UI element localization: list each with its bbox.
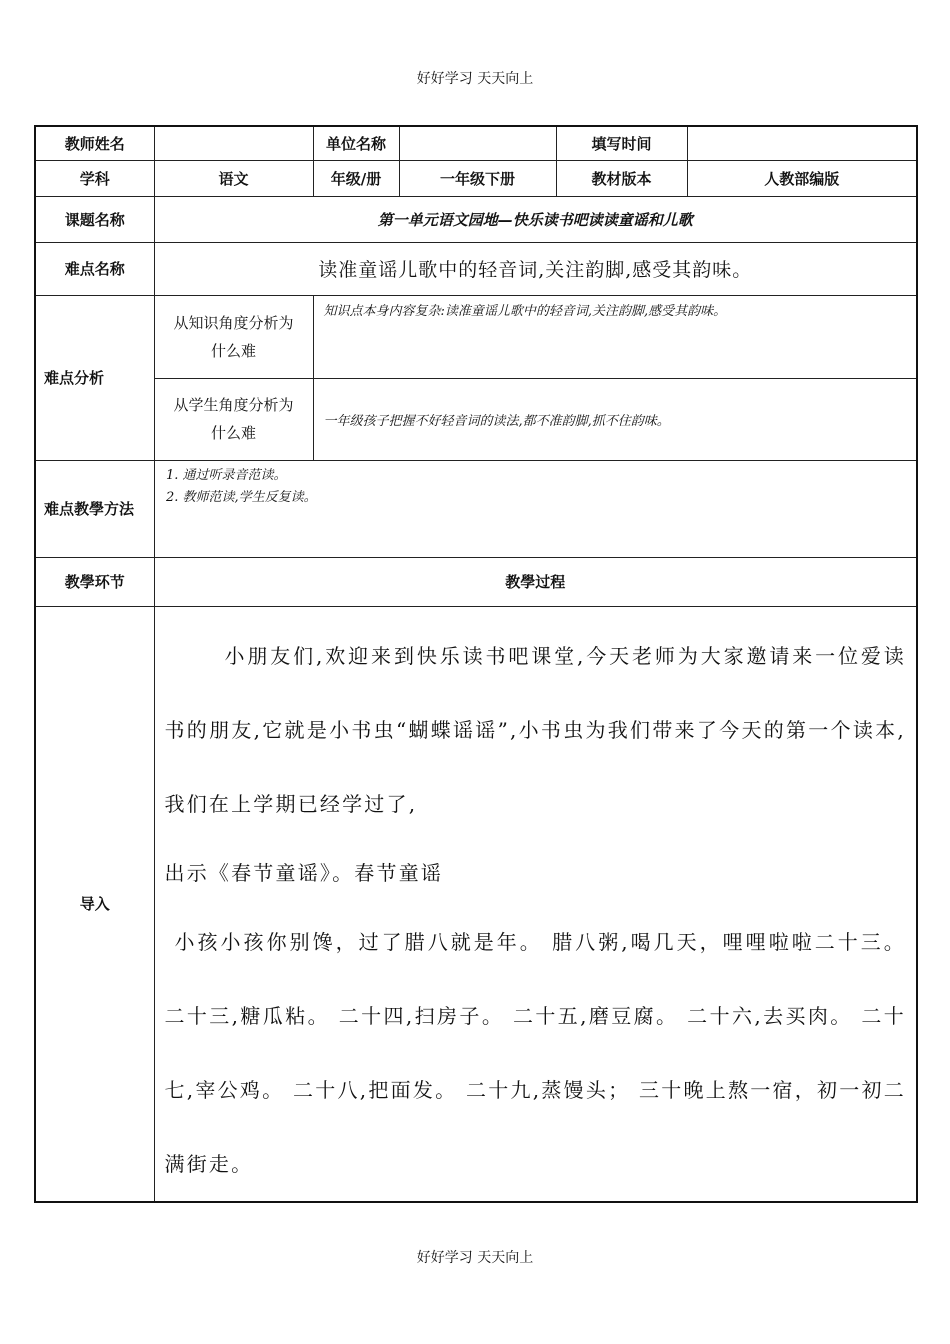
edition-value: 人教部编版: [687, 160, 917, 196]
row-difficulty: [35, 242, 917, 295]
page-footer: 好好学习 天天向上: [416, 1250, 534, 1266]
difficulty-value: 读准童谣儿歌中的轻音词,关注韵脚,感受其韵味。: [154, 242, 917, 295]
intro-content: [154, 606, 917, 1202]
unit-name-field[interactable]: [399, 126, 556, 160]
topic-label: 课题名称: [35, 196, 154, 242]
knowledge-angle-label: 从知识角度分析为什么难: [154, 295, 313, 378]
row-process-header: [35, 557, 917, 606]
grade-value: 一年级下册: [399, 160, 556, 196]
row-analysis-student: [35, 378, 917, 460]
row-teacher-info: [35, 126, 917, 160]
intro-paragraph: 小孩小孩你别馋，过了腊八就是年。 腊八粥,喝几天，哩哩啦啦二十三。 二十三,糖瓜粘。 二十四,扫房子。 二十五,磨豆腐。 二十六,去买肉。 二十七,宰公鸡。 二十八,把面发。 二十九,蒸馒头； 三十晚上熬一宿，初一初二满街走。: [164, 929, 906, 1176]
row-analysis-knowledge: [35, 295, 917, 378]
difficulty-label: 难点名称: [35, 242, 154, 295]
row-method: [35, 460, 917, 557]
edition-label: 教材版本: [556, 160, 687, 196]
intro-paragraph: 小朋友们,欢迎来到快乐读书吧课堂,今天老师为大家邀请来一位爱读书的朋友,它就是小书虫“蝴蝶谣谣”,小书虫为我们带来了今天的第一个读本,我们在上学期已经学过了,: [164, 643, 906, 816]
fill-time-label: 填写时间: [556, 126, 687, 160]
student-angle-label: 从学生角度分析为什么难: [154, 378, 313, 460]
fill-time-field[interactable]: [687, 126, 917, 160]
intro-paragraph: 出示《春节童谣》。春节童谣: [164, 860, 444, 885]
method-label: 难点教學方法: [35, 460, 154, 557]
student-angle-value: 一年级孩子把握不好轻音词的读法,都不准韵脚,抓不住韵味。: [313, 378, 917, 460]
topic-value: 第一单元语文园地—快乐读书吧读读童谣和儿歌: [154, 196, 917, 242]
stage-label: 教學环节: [35, 557, 154, 606]
teacher-name-field[interactable]: [154, 126, 313, 160]
row-intro: [35, 606, 917, 1202]
method-list: [165, 465, 907, 509]
method-list-cell: [154, 460, 917, 557]
intro-label: 导入: [35, 606, 154, 1202]
unit-name-label: 单位名称: [313, 126, 399, 160]
teacher-name-label: 教师姓名: [35, 126, 154, 160]
subject-label: 学科: [35, 160, 154, 196]
grade-label: 年级/册: [313, 160, 399, 196]
method-item: 1. 通过听录音范读。: [183, 465, 907, 487]
page-header: 好好学习 天天向上: [416, 71, 534, 87]
analysis-label: 难点分析: [35, 295, 154, 460]
subject-value: 语文: [154, 160, 313, 196]
lesson-plan-table: [34, 125, 918, 1203]
row-topic: [35, 196, 917, 242]
method-item: 2. 教师范读,学生反复读。: [183, 487, 907, 509]
process-label: 教學过程: [154, 557, 917, 606]
row-subject-info: [35, 160, 917, 196]
knowledge-angle-value: 知识点本身内容复杂:读准童谣儿歌中的轻音词,关注韵脚,感受其韵味。: [313, 295, 917, 378]
